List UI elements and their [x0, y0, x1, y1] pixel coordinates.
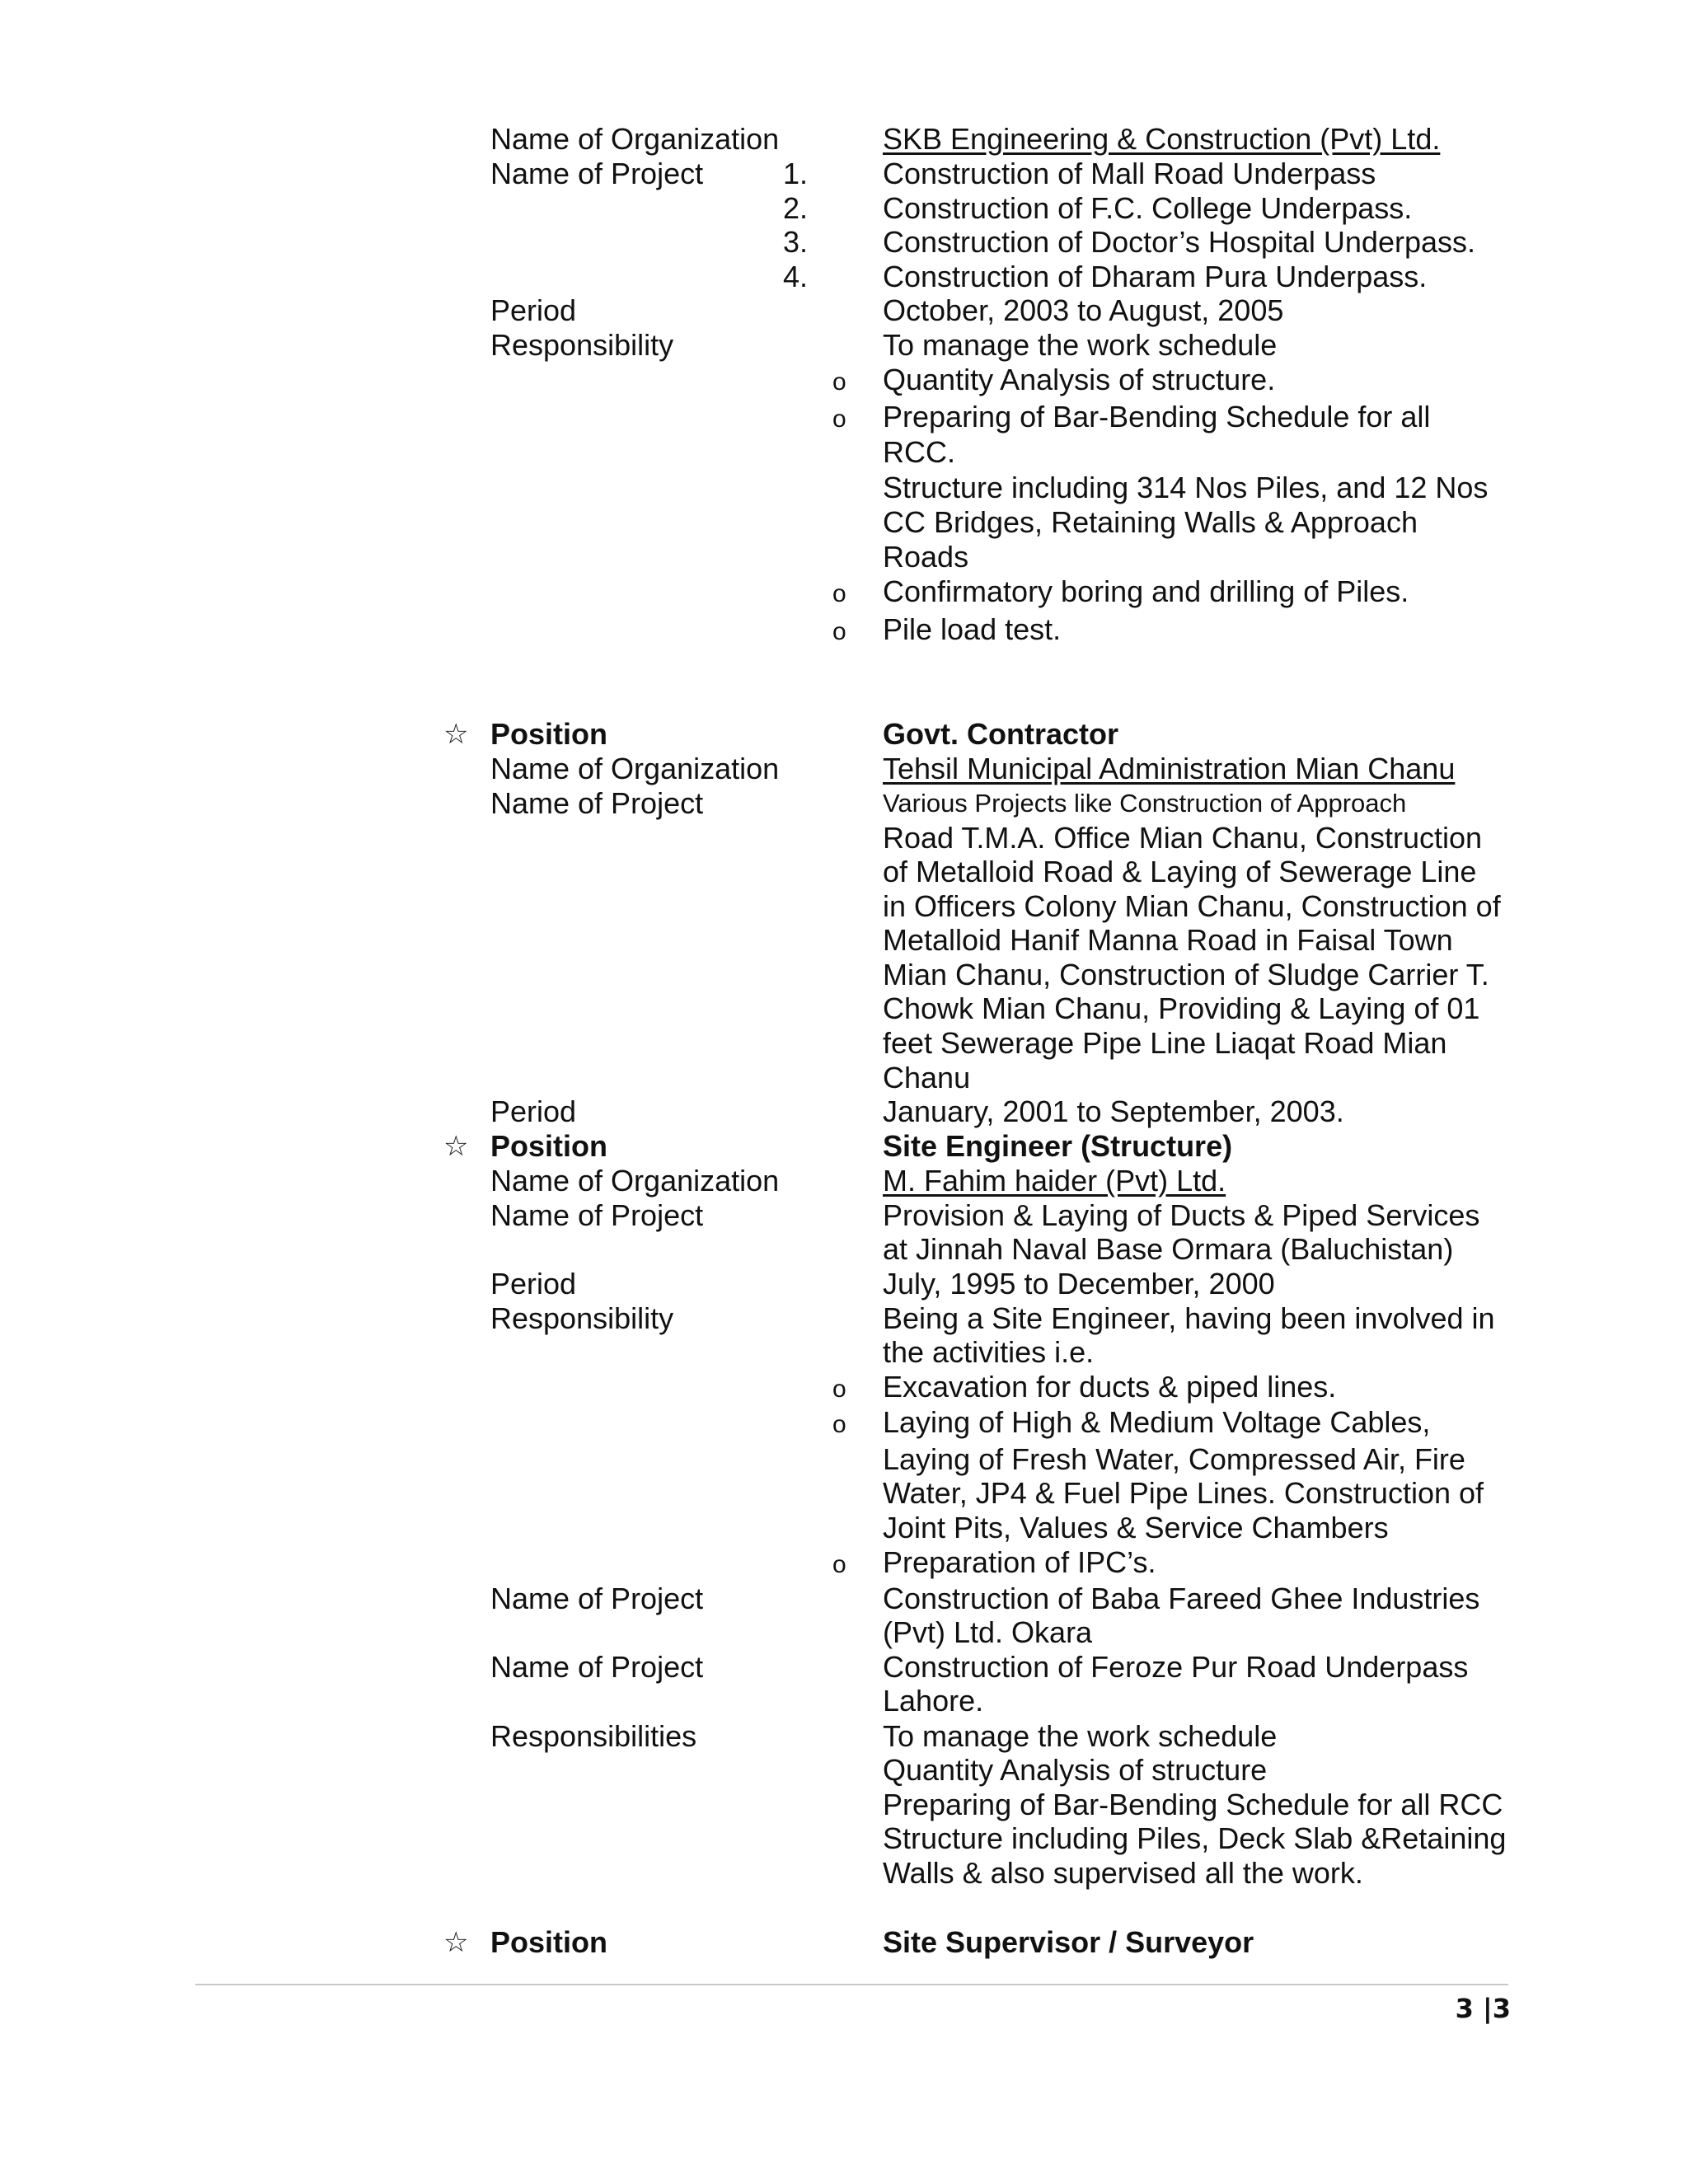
project-description: feet Sewerage Pipe Line Liaqat Road Mian	[883, 1026, 1447, 1060]
label-organization: Name of Organization	[490, 122, 780, 156]
project-item: Construction of F.C. College Underpass.	[883, 191, 1413, 225]
project-item: Construction of Dharam Pura Underpass.	[883, 260, 1428, 293]
responsibility-value: To manage the work schedule	[883, 328, 1278, 362]
bullet-icon: o	[832, 618, 846, 645]
label-responsibilities: Responsibilities	[490, 1719, 697, 1753]
responsibilities-value: Structure including Piles, Deck Slab &Retaining	[883, 1821, 1507, 1855]
page-number: 3 |3	[1455, 1993, 1511, 2024]
project-description: Lahore.	[883, 1684, 984, 1718]
label-period: Period	[490, 293, 577, 327]
bullet-icon: o	[832, 1411, 846, 1438]
star-icon: ☆	[443, 1131, 469, 1162]
organization-name: M. Fahim haider (Pvt) Ltd.	[883, 1164, 1226, 1197]
responsibilities-value: Walls & also supervised all the work.	[883, 1856, 1363, 1890]
label-project: Name of Project	[490, 1582, 704, 1615]
position-value: Site Supervisor / Surveyor	[883, 1925, 1254, 1959]
project-number: 4.	[783, 260, 809, 293]
bullet-continuation: Roads	[883, 540, 969, 574]
project-description: Construction of Feroze Pur Road Underpass	[883, 1650, 1469, 1684]
period-value: October, 2003 to August, 2005	[883, 293, 1284, 327]
project-description: Metalloid Hanif Manna Road in Faisal Town	[883, 923, 1453, 957]
project-item: Construction of Doctor’s Hospital Underpass.	[883, 225, 1475, 259]
organization-name: Tehsil Municipal Administration Mian Chanu	[883, 752, 1456, 785]
label-position: Position	[490, 1129, 607, 1163]
bullet-continuation: Water, JP4 & Fuel Pipe Lines. Construction of	[883, 1476, 1484, 1510]
label-organization: Name of Organization	[490, 752, 780, 785]
bullet-text: Preparation of IPC’s.	[883, 1545, 1156, 1579]
label-project: Name of Project	[490, 1198, 704, 1232]
label-period: Period	[490, 1094, 577, 1128]
project-number: 2.	[783, 191, 809, 225]
project-description: Various Projects like Construction of Approach	[883, 789, 1407, 818]
project-description: in Officers Colony Mian Chanu, Construction of	[883, 889, 1501, 923]
responsibilities-value: To manage the work schedule	[883, 1719, 1278, 1753]
bullet-continuation: Structure including 314 Nos Piles, and 12 Nos	[883, 471, 1489, 504]
star-icon: ☆	[443, 1927, 469, 1958]
responsibilities-value: Preparing of Bar-Bending Schedule for all RCC	[883, 1788, 1503, 1821]
project-description: Chanu	[883, 1061, 971, 1094]
period-value: July, 1995 to December, 2000	[883, 1267, 1275, 1301]
project-number: 3.	[783, 225, 809, 259]
period-value: January, 2001 to September, 2003.	[883, 1094, 1344, 1128]
project-description: at Jinnah Naval Base Ormara (Baluchistan)	[883, 1232, 1454, 1266]
bullet-text: Pile load test.	[883, 612, 1062, 646]
bullet-text: Excavation for ducts & piped lines.	[883, 1370, 1337, 1404]
bullet-continuation: Joint Pits, Values & Service Chambers	[883, 1511, 1389, 1544]
bullet-text: Quantity Analysis of structure.	[883, 363, 1276, 396]
bullet-icon: o	[832, 405, 846, 433]
project-description: (Pvt) Ltd. Okara	[883, 1615, 1093, 1649]
project-description: Mian Chanu, Construction of Sludge Carrier T.	[883, 958, 1489, 991]
label-position: Position	[490, 1925, 607, 1959]
footer-divider	[195, 1984, 1508, 1985]
label-project: Name of Project	[490, 786, 704, 820]
bullet-icon: o	[832, 368, 846, 396]
label-organization: Name of Organization	[490, 1164, 780, 1197]
label-responsibility: Responsibility	[490, 1301, 674, 1335]
bullet-text: Confirmatory boring and drilling of Piles.	[883, 574, 1409, 608]
bullet-text: Preparing of Bar-Bending Schedule for all	[883, 400, 1431, 434]
project-description: Construction of Baba Fareed Ghee Industries	[883, 1582, 1480, 1615]
project-description: Provision & Laying of Ducts & Piped Services	[883, 1198, 1480, 1232]
responsibility-value: the activities i.e.	[883, 1335, 1095, 1369]
bullet-continuation: CC Bridges, Retaining Walls & Approach	[883, 505, 1418, 539]
bullet-icon: o	[832, 1551, 846, 1578]
bullet-text: Laying of High & Medium Voltage Cables,	[883, 1405, 1431, 1439]
position-value: Site Engineer (Structure)	[883, 1129, 1233, 1163]
bullet-continuation: RCC.	[883, 435, 955, 469]
bullet-continuation: Laying of Fresh Water, Compressed Air, Fire	[883, 1442, 1465, 1476]
organization-name: SKB Engineering & Construction (Pvt) Ltd.	[883, 122, 1441, 156]
label-project: Name of Project	[490, 157, 704, 190]
project-description: Road T.M.A. Office Mian Chanu, Construction	[883, 821, 1483, 855]
bullet-icon: o	[832, 580, 846, 607]
responsibility-value: Being a Site Engineer, having been involved in	[883, 1301, 1495, 1335]
label-position: Position	[490, 717, 607, 751]
label-period: Period	[490, 1267, 577, 1301]
project-number: 1.	[783, 157, 809, 190]
responsibilities-value: Quantity Analysis of structure	[883, 1753, 1268, 1787]
star-icon: ☆	[443, 719, 469, 750]
bullet-icon: o	[832, 1376, 846, 1403]
label-responsibility: Responsibility	[490, 328, 674, 362]
label-project: Name of Project	[490, 1650, 704, 1684]
position-value: Govt. Contractor	[883, 717, 1119, 751]
project-description: of Metalloid Road & Laying of Sewerage Line	[883, 855, 1477, 888]
project-item: Construction of Mall Road Underpass	[883, 157, 1376, 190]
project-description: Chowk Mian Chanu, Providing & Laying of 01	[883, 991, 1480, 1025]
